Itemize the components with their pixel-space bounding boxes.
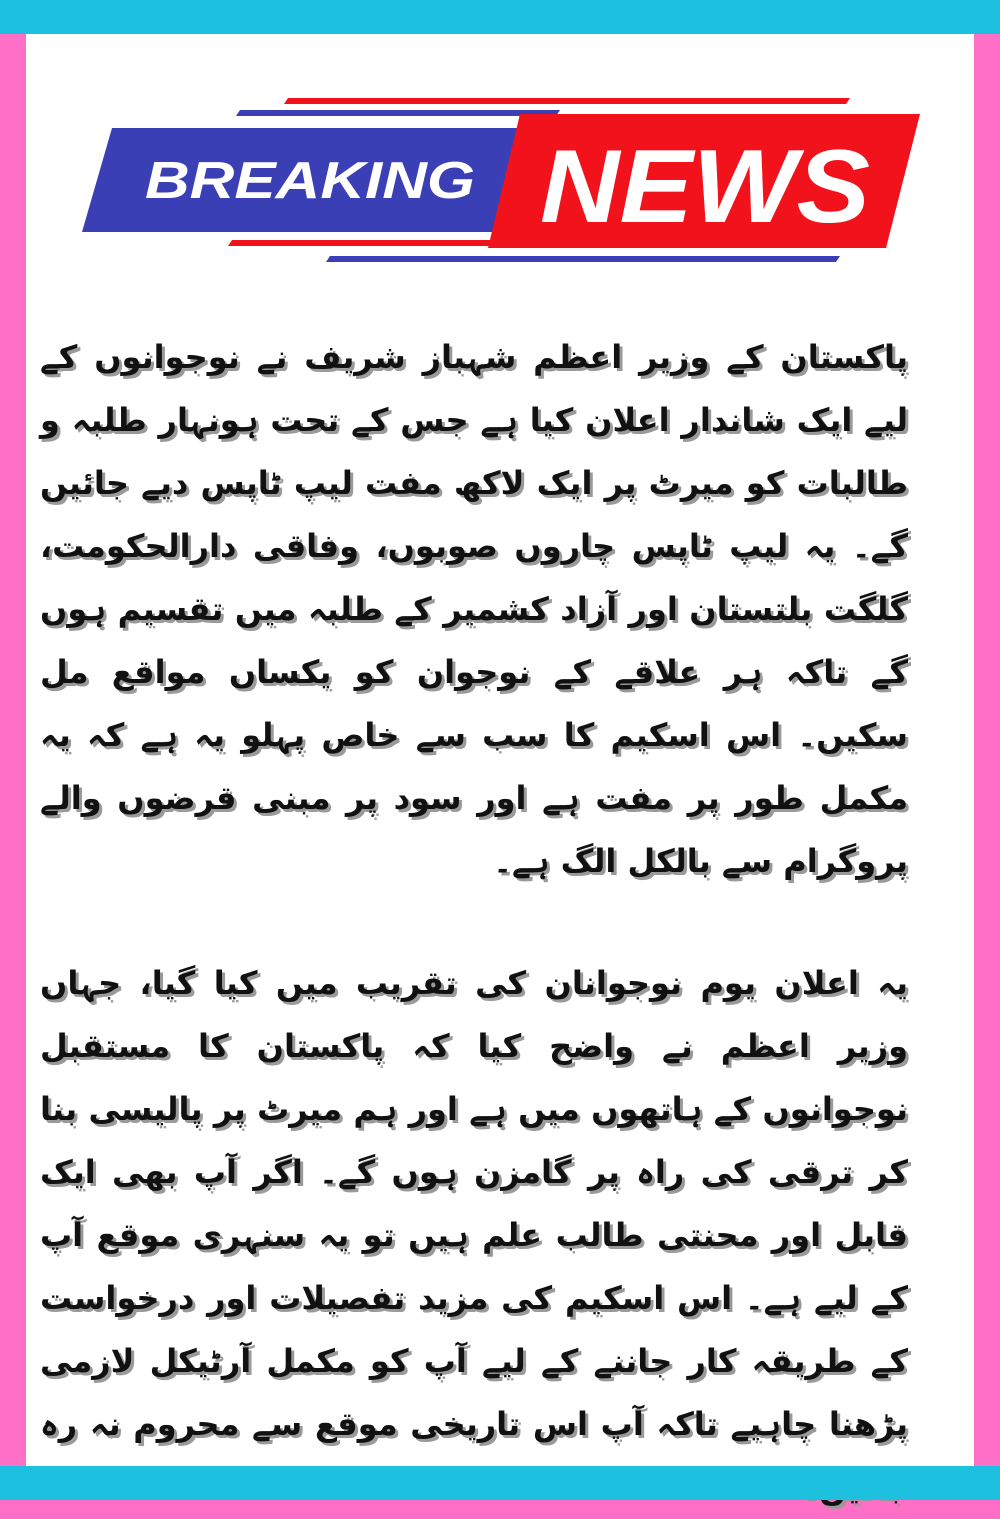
top-accent-strip (0, 0, 1000, 34)
news-word: NEWS (540, 129, 870, 245)
article-paragraph-2: یہ اعلان یوم نوجوانان کی تقریب میں کیا گیا، جہاں وزیر اعظم نے واضح کیا کہ پاکستان کا مستقبل نوجوانوں کے ہاتھوں میں ہے اور ہم میرٹ پر پالیسی بنا کر ترقی کی راہ پر گامزن ہوں گے۔ اگر آپ بھی ایک قابل اور محنتی طالب علم ہیں تو یہ سنہری موقع آپ کے لیے ہے۔ اس اسکیم کی مزید تفصیلات اور درخواست کے طریقہ کار جاننے کے لیے آپ کو مکمل آرٹیکل لازمی پڑھنا چاہیے تاکہ آپ اس تاریخی موقع سے محروم نہ رہ (40, 964, 908, 1443)
bottom-accent-strip (0, 1466, 1000, 1500)
breaking-news-banner (60, 90, 940, 280)
breaking-word: BREAKING (145, 152, 475, 210)
article-paragraph-1: پاکستان کے وزیر اعظم شہباز شریف نے نوجوانوں کے لیے ایک شاندار اعلان کیا ہے جس کے تحت ہونہار طلبہ و طالبات کو میرٹ پر ایک لاکھ مفت لیپ ٹاپس دیے جائیں گے۔ یہ لیپ ٹاپس چاروں صوبوں، وفاقی دارالحکومت، گلگت بلتستان اور آزاد کشمیر کے طلبہ میں تقسیم ہوں گے تاکہ ہر علاقے کے نوجوان کو یکساں مواقع مل سکیں۔ اس اسکیم کا سب سے خاص پہلو یہ ہے کہ یہ مکمل طور پر مفت ہے اور سود پر مبنی قرضوں والے پروگرام سے بالکل الگ ہے۔ (40, 338, 908, 880)
